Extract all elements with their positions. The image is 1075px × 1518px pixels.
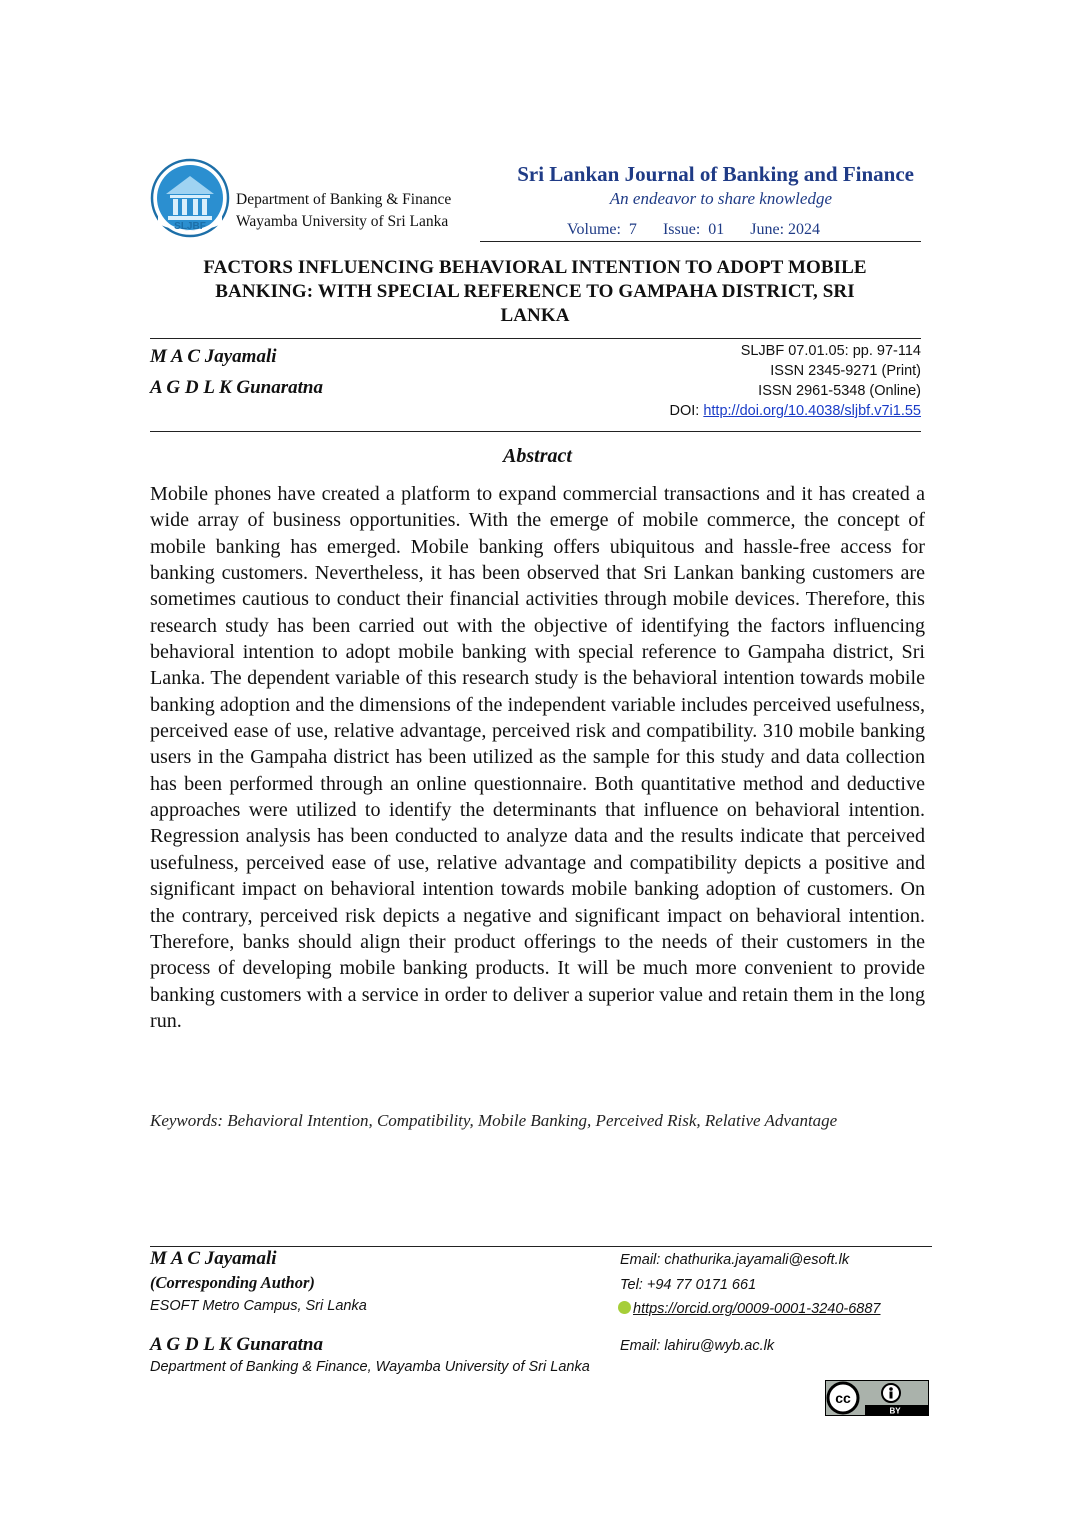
university-name: Wayamba University of Sri Lanka	[236, 213, 449, 230]
doi-label: DOI:	[669, 403, 704, 419]
title-line: FACTORS INFLUENCING BEHAVIORAL INTENTION TO ADOPT MOBILE	[203, 257, 867, 278]
header-divider	[480, 241, 921, 242]
footer-author-name: A G D L K Gunaratna	[150, 1334, 323, 1355]
svg-text:SLJBF: SLJBF	[174, 221, 206, 232]
department-affiliation	[236, 189, 451, 233]
issn-print: ISSN 2345-9271 (Print)	[770, 363, 921, 379]
doi	[560, 401, 921, 421]
issn-online: ISSN 2961-5348 (Online)	[758, 383, 921, 399]
title-divider	[150, 338, 921, 339]
volume-info	[567, 221, 820, 239]
abstract-heading: Abstract	[503, 445, 572, 467]
cc-by-license-icon[interactable]	[825, 1380, 929, 1416]
author-name: A G D L K Gunaratna	[150, 377, 323, 398]
volume: Volume: 7	[567, 221, 637, 238]
meta-divider	[150, 431, 921, 432]
orcid-icon	[618, 1301, 631, 1314]
svg-text:cc: cc	[835, 1390, 851, 1406]
author-email[interactable]: Email: lahiru@wyb.ac.lk	[620, 1338, 775, 1354]
doi-link[interactable]: http://doi.org/10.4038/sljbf.v7i1.55	[703, 403, 921, 419]
title-line: LANKA	[500, 305, 570, 326]
issue: Issue: 01	[662, 221, 725, 238]
author-affiliation: ESOFT Metro Campus, Sri Lanka	[150, 1298, 367, 1314]
corresponding-author-label: (Corresponding Author)	[150, 1273, 315, 1292]
keywords: Keywords: Behavioral Intention, Compatibility, Mobile Banking, Perceived Risk, Relative Advantage	[150, 1111, 838, 1130]
abstract-body: Mobile phones have created a platform to expand commercial transactions and it has created a wide array of business opportunities. With the emerge of mobile commerce, the concept of mobile banking has emerged. Mobile banking offers ubiquitous and hassle-free access for banking customers. Nevertheless, it has been observed that Sri Lankan banking customers are sometimes cautious to conduct their financial activities through mobile devices. Therefore, this research study has been carried out with the objective of identifying the factors influencing behavioral intention to adopt mobile banking with special reference to Gampaha district, Sri Lanka. The dependent variable of this research study is the behavioral intention towards mobile banking adoption and the dimensions of the independent variable includes perceived usefulness, perceived ease of use, relative advantage, perceived risk and compatibility. 310 mobile banking users in the Gampaha district has been utilized as the sample for this study and data collection has been performed through an online questionnaire. Both quantitative method and deductive approaches were utilized to identify the determinants that influence on behavioral intention. Regression analysis has been conducted to analyze data and the results indicate that perceived usefulness, perceived ease of use, relative advantage and compatibility depicts a positive and significant impact on behavioral intention towards mobile banking adoption of customers. On the contrary, perceived risk depicts a negative and significant impact on behavioral intention. Therefore, banks should align their product offerings to the needs of their customers in the process of developing mobile banking products. It will be much more convenient to provide banking customers with a service in order to deliver a superior value and retain them in the long run.	[150, 483, 925, 1032]
footer-author-name: M A C Jayamali	[150, 1248, 277, 1269]
article-meta	[560, 341, 921, 421]
author-orcid	[618, 1301, 880, 1317]
paper-title	[150, 256, 920, 328]
journal-logo	[150, 158, 230, 238]
journal-tagline: An endeavor to share knowledge	[609, 189, 832, 208]
footer-divider	[150, 1246, 932, 1247]
svg-text:BY: BY	[889, 1406, 901, 1416]
author-affiliation: Department of Banking & Finance, Wayamba University of Sri Lanka	[150, 1359, 590, 1375]
article-reference: SLJBF 07.01.05: pp. 97-114	[740, 343, 921, 359]
orcid-link[interactable]: https://orcid.org/0009-0001-3240-6887	[633, 1301, 881, 1317]
author-phone: Tel: +94 77 0171 661	[620, 1277, 757, 1293]
department-name: Department of Banking & Finance	[236, 191, 452, 208]
title-line: BANKING: WITH SPECIAL REFERENCE TO GAMPAHA DISTRICT, SRI	[215, 281, 855, 302]
journal-title: Sri Lankan Journal of Banking and Finance	[517, 162, 914, 186]
author-email[interactable]: Email: chathurika.jayamali@esoft.lk	[620, 1252, 850, 1268]
author-name: M A C Jayamali	[150, 346, 277, 367]
publication-date: June: 2024	[750, 221, 821, 238]
